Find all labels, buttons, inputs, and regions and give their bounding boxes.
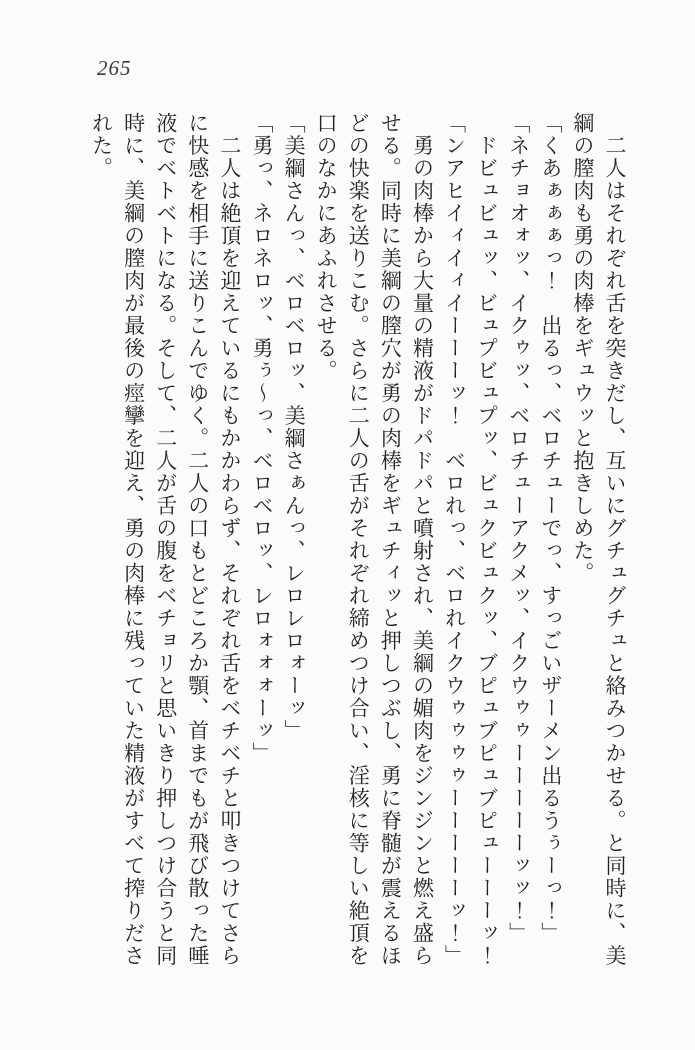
text-column: 二人は絶頂を迎えているにもかかわらず、それぞれ舌をベチベチと叩きつけてさら [217,112,242,967]
text-column: 「くあぁぁぁっ！ 出るっ、ベロチューでっ、すっごいザーメン出るうぅーっ！」 [538,112,563,945]
text-column: 「美綱さんっ、ベロベロッ、美綱さぁんっ、レロレロォーッ」 [282,112,307,742]
text-column: 「勇っ、ネロネロッ、勇ぅ～っ、ベロベロッ、レロォォォーッ」 [249,112,274,765]
text-column: ドビュビュッ、ビュプビュプッ、ビュクビュクッ、ブピュブピュブピューーーッ！ [474,112,499,967]
text-column: どの快楽を送りこむ。さらに二人の舌がそれぞれ締めつけ合い、淫核に等しい絶頂を [346,112,371,967]
page-number: 265 [97,56,132,80]
text-column: 勇の肉棒から大量の精液がドパドパと噴射され、美綱の媚肉をジンジンと燃え盛ら [410,112,435,967]
text-column: 時に、美綱の膣肉が最後の痙攣を迎え、勇の肉棒に残っていた精液がすべて搾りださ [121,112,146,967]
text-column: に快感を相手に送りこんでゆく。二人の口もとどころか顎、首までもが飛び散った唾 [185,112,210,967]
text-column: れた。 [89,112,114,180]
text-column: 口のなかにあふれさせる。 [314,112,339,382]
page-text [85,112,631,972]
text-column: 「ネチョオォッ、イクゥッ、ベロチューアクメッ、イクウゥゥーーーーーッッ！」 [506,112,531,945]
text-column: 「ンアヒイィイィイーーーッ！ ベロれっ、ベロれイクウゥゥゥゥーーーーーッ！」 [442,112,467,967]
text-column: せる。同時に美綱の膣穴が勇の肉棒をギュチィッと押しつぶし、勇に脊髄が震えるほ [378,112,403,967]
text-column: 二人はそれぞれ舌を突きだし、互いにグチュグチュと絡みつかせる。と同時に、美 [603,112,627,967]
text-column: 液でベトベトになる。そして、二人が舌の腹をベチョリと思いきり押しつけ合うと同 [153,112,178,967]
text-column: 綱の膣肉も勇の肉棒をギュウッと抱きしめた。 [570,112,595,585]
